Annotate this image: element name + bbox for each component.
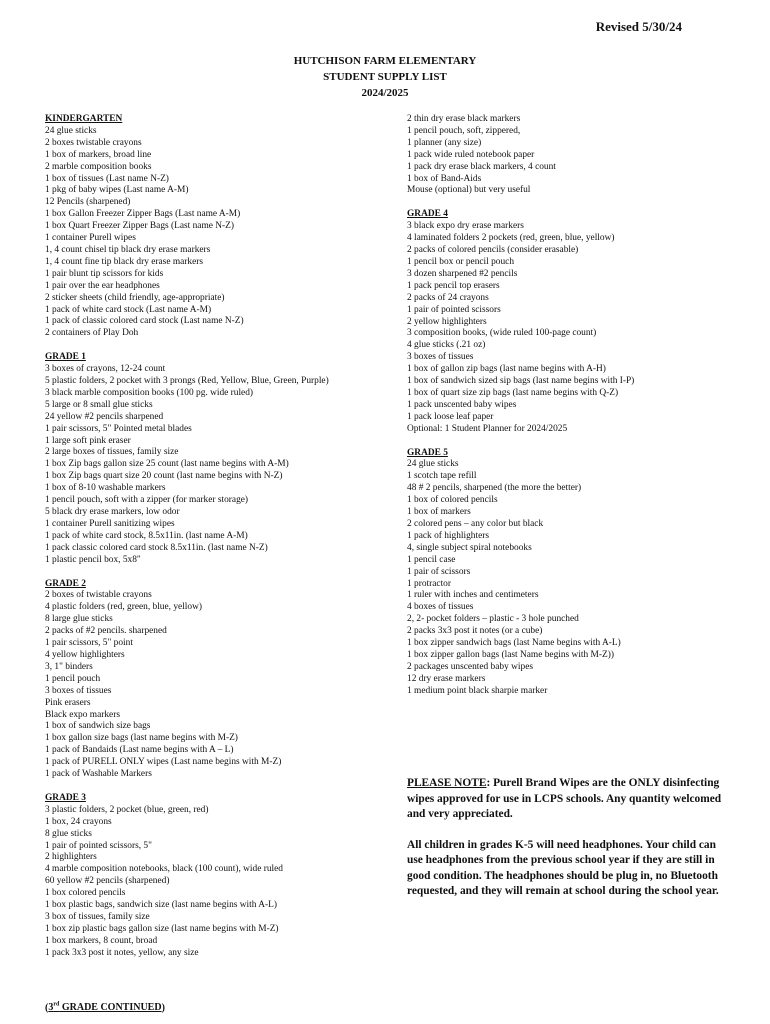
supply-item: 2 packs 3x3 post it notes (or a cube) xyxy=(407,626,543,637)
document-header xyxy=(0,53,770,101)
supply-item: 8 glue sticks xyxy=(45,828,92,839)
supply-item: 1 pack dry erase black markers, 4 count xyxy=(407,161,556,172)
supply-item: 1 box of quart size zip bags (last name begins with Q-Z) xyxy=(407,387,619,398)
supply-item: 1 pencil box or pencil pouch xyxy=(407,256,515,267)
supply-item: 3 box of tissues, family size xyxy=(45,912,150,922)
supply-item: 1 container Purell wipes xyxy=(45,233,136,244)
list-title: STUDENT SUPPLY LIST xyxy=(323,71,447,83)
supply-item: 12 dry erase markers xyxy=(407,673,486,684)
section-title: KINDERGARTEN xyxy=(45,114,123,124)
supply-item: 1 pencil case xyxy=(407,554,456,565)
supply-item: 1 box zipper gallon bags (last Name begins with M-Z)) xyxy=(407,649,614,660)
supply-item: 1 box Zip bags gallon size 25 count (last name begins with A-M) xyxy=(45,459,289,470)
supply-item: 3 boxes of tissues xyxy=(407,352,474,363)
supply-item: 4 boxes of tissues xyxy=(407,602,474,613)
supply-item: 8 large glue sticks xyxy=(45,614,113,625)
supply-item: 2 thin dry erase black markers xyxy=(407,114,521,124)
supply-item: 1 pair blunt tip scissors for kids xyxy=(45,268,164,279)
section-grade-4 xyxy=(407,209,737,435)
supply-item: 1 box Gallon Freezer Zipper Bags (Last name A-M) xyxy=(45,209,241,220)
supply-item: 2 colored pens – any color but black xyxy=(407,519,544,529)
section-kindergarten xyxy=(45,114,395,340)
supply-item: 1 pair of pointed scissors, 5" xyxy=(45,840,152,851)
supply-item: 5 large or 8 small glue sticks xyxy=(45,399,153,410)
section-continued xyxy=(407,114,737,197)
supply-item: 1 box of sandwich sized sip bags (last name begins with I-P) xyxy=(407,376,635,387)
supply-item: 1 box of tissues (Last name N-Z) xyxy=(45,173,169,184)
supply-item: 1 box markers, 8 count, broad xyxy=(45,935,158,946)
supply-item: 4 marble composition notebooks, black (100 count), wide ruled xyxy=(45,864,283,875)
school-year: 2024/2025 xyxy=(361,87,409,99)
section-gap xyxy=(407,197,737,209)
supply-item: 3 plastic folders, 2 pocket (blue, green, red) xyxy=(45,804,209,815)
supply-item: 3, 1" binders xyxy=(45,661,93,672)
supply-item: 1 pack of white card stock (Last name A-M) xyxy=(45,304,212,315)
supply-item: 1, 4 count chisel tip black dry erase markers xyxy=(45,244,211,255)
supply-item: 1 box zipper sandwich bags (last Name begins with A-L) xyxy=(407,638,621,649)
supply-item: 1 pencil pouch, soft with a zipper (for marker storage) xyxy=(45,495,249,506)
supply-item: 4, single subject spiral notebooks xyxy=(407,542,532,553)
supply-item: 24 glue sticks xyxy=(407,459,459,470)
supply-item: 1 box of sandwich size bags xyxy=(45,721,151,732)
supply-item: 1 pack wide ruled notebook paper xyxy=(407,149,535,160)
section-grade-2 xyxy=(45,579,395,781)
supply-item: 60 yellow #2 pencils (sharpened) xyxy=(45,876,170,887)
footer-label xyxy=(48,1002,161,1013)
supply-item: 1 pack unscented baby wipes xyxy=(407,399,517,410)
supply-item: 12 Pencils (sharpened) xyxy=(45,197,131,208)
supply-item: Pink erasers xyxy=(45,697,91,708)
supply-item: 1 box colored pencils xyxy=(45,888,126,899)
revision-date: Revised 5/30/24 xyxy=(595,19,682,34)
supply-item: 5 black dry erase markers, low odor xyxy=(45,507,180,517)
supply-item: 2 boxes of twistable crayons xyxy=(45,590,152,601)
supply-item: 2 packs of #2 pencils. sharpened xyxy=(45,626,167,637)
supply-item: 2 packages unscented baby wipes xyxy=(407,661,533,672)
supply-item: 1 box of markers, broad line xyxy=(45,149,152,160)
supply-item: 1 planner (any size) xyxy=(407,137,482,148)
supply-item: 2 packs of 24 crayons xyxy=(407,292,489,303)
supply-item: 1 pack loose leaf paper xyxy=(407,411,494,422)
supply-item: 48 # 2 pencils, sharpened (the more the better) xyxy=(407,483,582,494)
supply-item: 3 black expo dry erase markers xyxy=(407,221,524,232)
notes-block xyxy=(407,776,732,915)
supply-item: 1 pack 3x3 post it notes, yellow, any size xyxy=(45,947,199,958)
section-grade-5 xyxy=(407,448,737,698)
section-gap xyxy=(45,781,395,793)
supply-item: Mouse (optional) but very useful xyxy=(407,185,531,196)
please-note-label: PLEASE NOTE xyxy=(407,777,487,789)
supply-item: 1 box gallon size bags (last name begins with M-Z) xyxy=(45,733,238,744)
supply-item: 3 dozen sharpened #2 pencils xyxy=(407,268,518,279)
supply-item: 2 boxes twistable crayons xyxy=(45,137,142,148)
supply-item: 1 pack of classic colored card stock (Last name N-Z) xyxy=(45,316,244,327)
supply-item: 3 boxes of crayons, 12-24 count xyxy=(45,364,166,375)
purell-note xyxy=(407,776,732,823)
continued-footer xyxy=(45,1002,165,1013)
supply-item: 1 pair of pointed scissors xyxy=(407,304,501,315)
supply-item: 1 box of gallon zip bags (last name begins with A-H) xyxy=(407,364,606,375)
supply-item: 1 pack of highlighters xyxy=(407,530,490,541)
supply-item: 2 marble composition books xyxy=(45,161,152,172)
section-gap xyxy=(45,340,395,352)
supply-item: 5 plastic folders, 2 pocket with 3 prongs (Red, Yellow, Blue, Green, Purple) xyxy=(45,376,329,387)
footer-text: GRADE CONTINUED xyxy=(59,1002,162,1014)
supply-item: Optional: 1 Student Planner for 2024/2025 xyxy=(407,423,568,434)
supply-item: 24 yellow #2 pencils sharpened xyxy=(45,411,164,422)
supply-item: 1 pair scissors, 5" Pointed metal blades xyxy=(45,423,192,434)
supply-item: 2 highlighters xyxy=(45,852,97,863)
supply-item: Black expo markers xyxy=(45,709,120,720)
section-grade-1 xyxy=(45,352,395,566)
footer-grade-number: 3 xyxy=(48,1002,54,1014)
supply-item: 1 ruler with inches and centimeters xyxy=(407,590,539,601)
right-column xyxy=(407,114,737,698)
supply-item: 1 box of colored pencils xyxy=(407,495,498,506)
supply-item: 2 sticker sheets (child friendly, age-appropriate) xyxy=(45,292,225,303)
supply-item: 3 black marble composition books (100 pg. wide ruled) xyxy=(45,387,254,398)
supply-item: 1 box Quart Freezer Zipper Bags (Last name N-Z) xyxy=(45,221,234,232)
supply-item: 1 box plastic bags, sandwich size (last name begins with A-L) xyxy=(45,900,277,911)
supply-item: 1 pack classic colored card stock 8.5x11in. (last name N-Z) xyxy=(45,542,268,553)
supply-item: 1 protractor xyxy=(407,578,451,589)
footer-close-paren: ) xyxy=(161,1002,165,1014)
supply-item: 1 plastic pencil box, 5x8" xyxy=(45,554,141,565)
supply-item: 24 glue sticks xyxy=(45,125,97,136)
footer-ordinal: rd xyxy=(53,1002,60,1008)
section-gap xyxy=(45,567,395,579)
supply-item: 1, 4 count fine tip black dry erase markers xyxy=(45,256,204,267)
supply-item: 1 pair over the ear headphones xyxy=(45,280,160,291)
supply-item: 1 pencil pouch, soft, zippered, xyxy=(407,125,521,136)
supply-item: 1 pack pencil top erasers xyxy=(407,280,500,291)
supply-item: 1 pack of PURELL ONLY wipes (Last name begins with M-Z) xyxy=(45,757,282,768)
supply-item: 1 pkg of baby wipes (Last name A-M) xyxy=(45,185,189,196)
supply-item: 2, 2- pocket folders – plastic - 3 hole punched xyxy=(407,614,579,625)
supply-item: 1 medium point black sharpie marker xyxy=(407,685,548,696)
supply-item: 4 laminated folders 2 pockets (red, green, blue, yellow) xyxy=(407,233,615,244)
supply-item: 1 box zip plastic bags gallon size (last name begins with M-Z) xyxy=(45,923,279,934)
supply-item: 1 box of Band-Aids xyxy=(407,173,482,184)
footer-open-paren: ( xyxy=(45,1002,49,1014)
supply-item: 1 pack of Bandaids (Last name begins with A – L) xyxy=(45,745,234,756)
supply-item: 2 containers of Play Doh xyxy=(45,328,139,339)
supply-item: 1 large soft pink eraser xyxy=(45,435,131,446)
supply-item: 4 plastic folders (red, green, blue, yellow) xyxy=(45,602,202,613)
supply-item: 1 pair scissors, 5" point xyxy=(45,638,133,649)
supply-item: 2 large boxes of tissues, family size xyxy=(45,447,179,458)
supply-item: 4 glue sticks (.21 oz) xyxy=(407,340,486,351)
section-title: GRADE 2 xyxy=(45,578,86,589)
left-column xyxy=(45,114,395,960)
section-gap xyxy=(407,436,737,448)
supply-item: 1 scotch tape refill xyxy=(407,471,477,482)
supply-item: 3 boxes of tissues xyxy=(45,685,112,696)
section-title: GRADE 1 xyxy=(45,352,86,363)
section-title: GRADE 3 xyxy=(45,792,86,803)
supply-item: 1 pack of white card stock, 8.5x11in. (last name A-M) xyxy=(45,530,248,541)
supply-item: 1 box, 24 crayons xyxy=(45,816,112,827)
supply-item: 1 box of markers xyxy=(407,507,471,518)
school-name: HUTCHISON FARM ELEMENTARY xyxy=(293,55,477,67)
supply-item: 2 packs of colored pencils (consider erasable) xyxy=(407,245,579,256)
supply-item: 1 pack of Washable Markers xyxy=(45,769,152,780)
purell-note-text: : Purell Brand Wipes are the ONLY disinfecting wipes approved for use in LCPS schools. Any quantity welcomed and very appreciated. xyxy=(407,777,722,820)
section-grade-3 xyxy=(45,793,395,960)
supply-item: 3 composition books, (wide ruled 100-page count) xyxy=(407,328,597,339)
supply-item: 1 box of 8-10 washable markers xyxy=(45,483,166,494)
section-title: GRADE 5 xyxy=(407,447,448,458)
supply-item: 1 pencil pouch xyxy=(45,673,101,684)
supply-item: 1 box Zip bags quart size 20 count (last name begins with N-Z) xyxy=(45,471,283,482)
section-title: GRADE 4 xyxy=(407,209,448,220)
headphones-note: All children in grades K-5 will need headphones. Your child can use headphones from the previous school year if they are still in good condition. The headphones should be plug in, no Bluetooth requested, and they will remain at school during the school year. xyxy=(407,838,719,897)
supply-item: 2 yellow highlighters xyxy=(407,316,487,327)
supply-item: 1 container Purell sanitizing wipes xyxy=(45,518,175,529)
supply-item: 1 pair of scissors xyxy=(407,566,471,577)
supply-item: 4 yellow highlighters xyxy=(45,649,125,660)
